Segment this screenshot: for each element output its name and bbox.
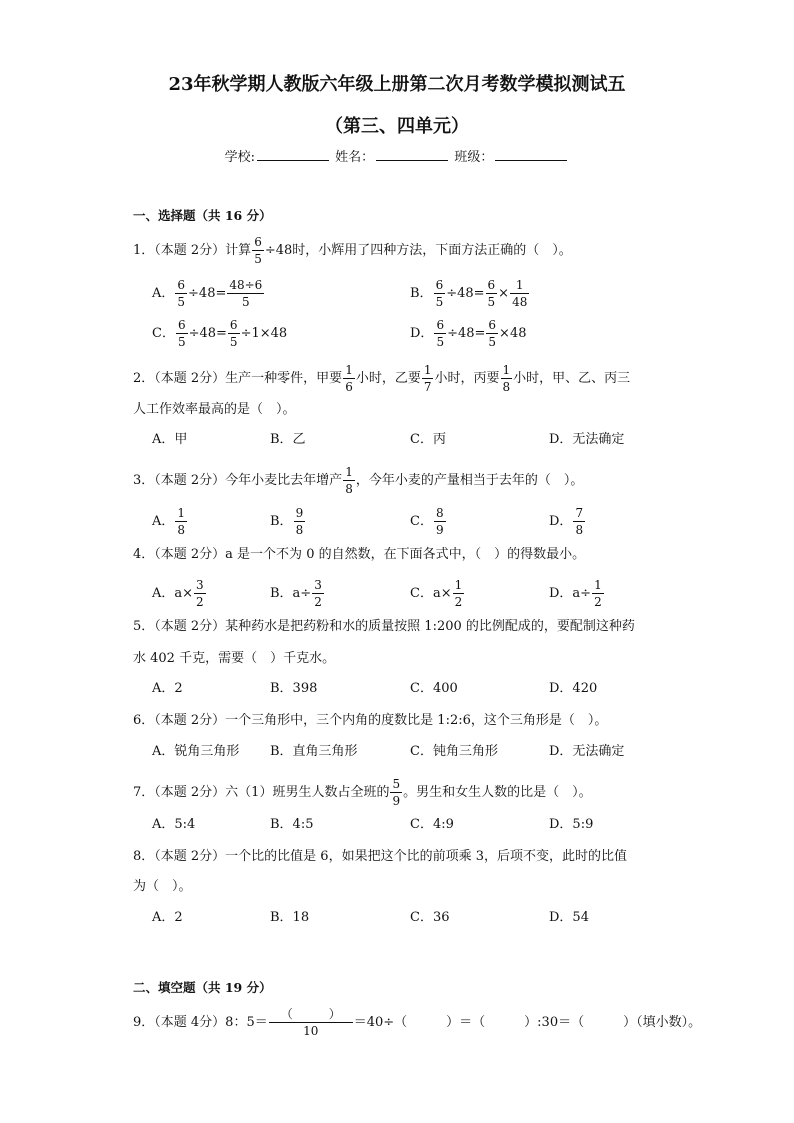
q5-option-a[interactable]: A．2 [152,681,183,696]
question-9: 9．（本题 4分）8：5＝ $\frac{( )}{10}$ ＝40÷（ ）＝（ ）:30＝（ ）（填小数）。 [133,1007,702,1038]
name-label: 姓名： [335,150,375,165]
page-subtitle: （第三、四单元） [325,116,469,137]
q4-option-c[interactable]: C．a× $\frac{1}{2}$ [410,578,463,609]
section-heading-fill: 二、填空题（共 19 分） [133,980,272,995]
q8-option-d[interactable]: D．54 [549,910,589,925]
question-text: 1．（本题 2分）计算 [133,243,252,258]
question-8-line2: 为（ ）。 [133,879,192,894]
question-2-line2: 人工作效率最高的是（ ）。 [133,402,296,417]
class-blank[interactable] [495,148,567,161]
q2-option-b[interactable]: B．乙 [270,432,306,447]
question-7: 7．（本题 2分）六（1）班男生人数占全班的 $\frac{5}{9}$ 。男生和女生人数的比是（ ）。 [133,777,592,808]
q8-option-c[interactable]: C．36 [410,910,450,925]
q7-option-c[interactable]: C．4:9 [410,817,454,832]
q1-option-a[interactable]: A． $\frac{6}{5}$ ÷48= $\frac{48\div 6}{5}$ [152,278,263,309]
q8-option-a[interactable]: A．2 [152,910,183,925]
question-5-line2: 水 402 千克，需要（ ）千克水。 [133,651,336,666]
question-6: 6．（本题 2分）一个三角形中，三个内角的度数比是 1:2:6，这个三角形是（ ）。 [133,713,608,728]
q6-option-c[interactable]: C．钝角三角形 [410,744,498,759]
question-1 [133,236,572,265]
q2-option-a[interactable]: A．甲 [152,432,188,447]
q3-option-a[interactable]: A． $\frac{1}{8}$ [152,506,186,537]
page-title: 23年秋学期人教版六年级上册第二次月考数学模拟测试五 [168,74,626,95]
q3-option-d[interactable]: D． $\frac{7}{8}$ [549,506,584,537]
q7-option-d[interactable]: D．5:9 [549,817,594,832]
fraction: $\frac{6}{5}$ [254,235,262,266]
question-2: 2．（本题 2分）生产一种零件，甲要 $\frac{1}{6}$ 小时，乙要 $\frac{1}{7}$ 小时，丙要 $\frac{1}{8}$ 小时，甲、乙、丙三 [133,363,631,394]
question-5: 5．（本题 2分）某种药水是把药粉和水的质量按照 1:200 的比例配成的，要配制这种药 [133,619,635,634]
q6-option-d[interactable]: D．无法确定 [549,744,625,759]
q3-option-b[interactable]: B． $\frac{9}{8}$ [270,506,304,537]
question-4: 4．（本题 2分）a 是一个不为 0 的自然数，在下面各式中，（ ）的得数最小。 [133,547,586,562]
question-8: 8．（本题 2分）一个比的比值是 6，如果把这个比的前项乘 3，后项不变，此时的比值 [133,849,627,864]
q7-option-b[interactable]: B．4:5 [270,817,314,832]
fill-fraction[interactable]: $\frac{( )}{10}$ [269,1008,353,1037]
class-label: 班级： [454,150,494,165]
q4-option-d[interactable]: D．a÷ $\frac{1}{2}$ [549,578,602,609]
q5-option-c[interactable]: C．400 [410,681,458,696]
question-3: 3．（本题 2分）今年小麦比去年增产 $\frac{1}{8}$ ，今年小麦的产量相当于去年的（ ）。 [133,465,584,496]
q1-option-c[interactable]: C． $\frac{6}{5}$ ÷48= $\frac{6}{5}$ ÷1×48 [152,318,288,349]
q1-option-b[interactable]: B． $\frac{6}{5}$ ÷48= $\frac{6}{5}$ × $\frac{1}{48}$ [410,278,528,309]
q6-option-a[interactable]: A．锐角三角形 [152,744,240,759]
question-text: ÷48时，小辉用了四种方法，下面方法正确的（ ）。 [264,243,572,258]
school-blank[interactable] [257,148,329,161]
q5-option-d[interactable]: D．420 [549,681,598,696]
q5-option-b[interactable]: B．398 [270,681,318,696]
school-label: 学校: [224,150,256,165]
name-blank[interactable] [376,148,448,161]
q2-option-c[interactable]: C．丙 [410,432,446,447]
q3-option-c[interactable]: C． $\frac{8}{9}$ [410,506,444,537]
q1-option-d[interactable]: D． $\frac{6}{5}$ ÷48= $\frac{6}{5}$ ×48 [410,318,527,349]
student-info [0,146,794,165]
q8-option-b[interactable]: B．18 [270,910,310,925]
q4-option-b[interactable]: B．a÷ $\frac{3}{2}$ [270,578,322,609]
q2-option-d[interactable]: D．无法确定 [549,432,625,447]
q7-option-a[interactable]: A．5:4 [152,817,196,832]
section-heading-choice: 一、选择题（共 16 分） [133,208,272,223]
q4-option-a[interactable]: A．a× $\frac{3}{2}$ [152,578,204,609]
q6-option-b[interactable]: B．直角三角形 [270,744,358,759]
